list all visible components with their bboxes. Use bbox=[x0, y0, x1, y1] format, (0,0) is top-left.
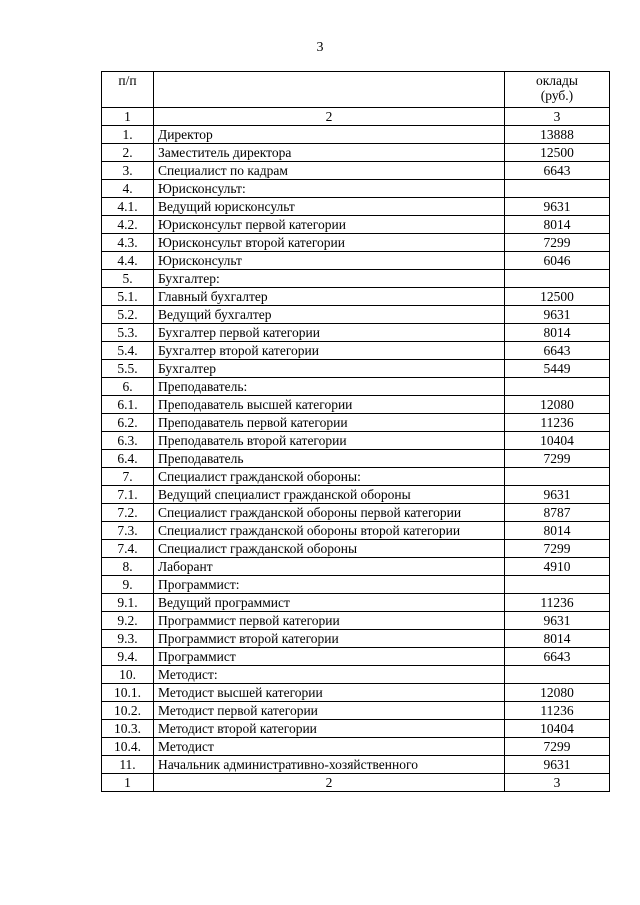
row-name-cell: Специалист гражданской обороны bbox=[154, 540, 505, 558]
row-name-cell: Бухгалтер: bbox=[154, 270, 505, 288]
row-num-cell: 6. bbox=[102, 378, 154, 396]
row-salary-cell: 7299 bbox=[505, 738, 610, 756]
table-row bbox=[102, 468, 610, 486]
row-salary-cell bbox=[505, 576, 610, 594]
row-salary-cell bbox=[505, 270, 610, 288]
row-num-cell: 7.3. bbox=[102, 522, 154, 540]
table-row bbox=[102, 522, 610, 540]
row-salary-cell: 11236 bbox=[505, 414, 610, 432]
table-row bbox=[102, 720, 610, 738]
table-footer-row bbox=[102, 774, 610, 792]
row-salary-cell: 4910 bbox=[505, 558, 610, 576]
row-salary-cell: 8014 bbox=[505, 324, 610, 342]
row-salary-cell: 6643 bbox=[505, 342, 610, 360]
row-num-cell: 10.3. bbox=[102, 720, 154, 738]
row-salary-cell: 9631 bbox=[505, 198, 610, 216]
row-salary-cell: 13888 bbox=[505, 126, 610, 144]
row-salary-cell: 8014 bbox=[505, 216, 610, 234]
row-name-cell: Программист первой категории bbox=[154, 612, 505, 630]
row-name-cell: Специалист гражданской обороны: bbox=[154, 468, 505, 486]
row-name-cell: Юрисконсульт первой категории bbox=[154, 216, 505, 234]
row-num-cell: 10. bbox=[102, 666, 154, 684]
row-salary-cell bbox=[505, 468, 610, 486]
row-salary-cell: 9631 bbox=[505, 756, 610, 774]
row-salary-cell: 8014 bbox=[505, 522, 610, 540]
row-num-cell: 9.1. bbox=[102, 594, 154, 612]
row-salary-cell: 11236 bbox=[505, 702, 610, 720]
row-salary-cell: 11236 bbox=[505, 594, 610, 612]
row-name-cell: Бухгалтер первой категории bbox=[154, 324, 505, 342]
row-num-cell: 6.4. bbox=[102, 450, 154, 468]
row-name-cell: Программист: bbox=[154, 576, 505, 594]
row-name-cell: Методист второй категории bbox=[154, 720, 505, 738]
row-num-cell: 4.3. bbox=[102, 234, 154, 252]
row-num-cell: 5.3. bbox=[102, 324, 154, 342]
row-name-cell: Юрисконсульт: bbox=[154, 180, 505, 198]
row-salary-cell: 12080 bbox=[505, 684, 610, 702]
row-num-cell: 2. bbox=[102, 144, 154, 162]
row-name-cell: Методист первой категории bbox=[154, 702, 505, 720]
row-name-cell: Бухгалтер второй категории bbox=[154, 342, 505, 360]
row-num-cell: 1. bbox=[102, 126, 154, 144]
table-row bbox=[102, 306, 610, 324]
row-name-cell: Бухгалтер bbox=[154, 360, 505, 378]
table-row bbox=[102, 252, 610, 270]
row-num-cell: 4. bbox=[102, 180, 154, 198]
row-name-cell: Методист bbox=[154, 738, 505, 756]
table-row bbox=[102, 558, 610, 576]
row-num-cell: 5.2. bbox=[102, 306, 154, 324]
row-salary-cell: 8014 bbox=[505, 630, 610, 648]
table-row bbox=[102, 630, 610, 648]
header-salary-cell: оклады (руб.) bbox=[505, 72, 610, 108]
row-name-cell: Преподаватель: bbox=[154, 378, 505, 396]
row-name-cell: Юрисконсульт bbox=[154, 252, 505, 270]
row-name-cell: Методист высшей категории bbox=[154, 684, 505, 702]
row-num-cell: 10.1. bbox=[102, 684, 154, 702]
table-row bbox=[102, 666, 610, 684]
row-num-cell: 5. bbox=[102, 270, 154, 288]
row-name-cell: Программист bbox=[154, 648, 505, 666]
row-salary-cell: 10404 bbox=[505, 432, 610, 450]
table-row bbox=[102, 126, 610, 144]
table-row bbox=[102, 540, 610, 558]
table-row bbox=[102, 756, 610, 774]
table-row bbox=[102, 738, 610, 756]
row-name-cell: Программист второй категории bbox=[154, 630, 505, 648]
table-row bbox=[102, 378, 610, 396]
row-salary-cell: 7299 bbox=[505, 540, 610, 558]
row-num-cell: 7.4. bbox=[102, 540, 154, 558]
table-row bbox=[102, 576, 610, 594]
table-row bbox=[102, 486, 610, 504]
row-salary-cell: 12080 bbox=[505, 396, 610, 414]
footer-name-cell: 2 bbox=[154, 774, 505, 792]
row-salary-cell: 12500 bbox=[505, 144, 610, 162]
row-name-cell: Специалист по кадрам bbox=[154, 162, 505, 180]
row-num-cell: 5.5. bbox=[102, 360, 154, 378]
row-name-cell: Преподаватель второй категории bbox=[154, 432, 505, 450]
table-row bbox=[102, 342, 610, 360]
table-row bbox=[102, 216, 610, 234]
row-num-cell: 9. bbox=[102, 576, 154, 594]
table-row bbox=[102, 360, 610, 378]
table-row bbox=[102, 450, 610, 468]
table-row bbox=[102, 144, 610, 162]
table-row bbox=[102, 684, 610, 702]
row-salary-cell: 9631 bbox=[505, 306, 610, 324]
index-salary-cell: 3 bbox=[505, 108, 610, 126]
row-name-cell: Начальник административно-хозяйственного bbox=[154, 756, 505, 774]
row-name-cell: Ведущий специалист гражданской обороны bbox=[154, 486, 505, 504]
row-num-cell: 9.2. bbox=[102, 612, 154, 630]
row-salary-cell: 8787 bbox=[505, 504, 610, 522]
table-row bbox=[102, 702, 610, 720]
row-salary-cell: 7299 bbox=[505, 450, 610, 468]
row-name-cell: Специалист гражданской обороны первой категории bbox=[154, 504, 505, 522]
row-num-cell: 11. bbox=[102, 756, 154, 774]
row-name-cell: Ведущий бухгалтер bbox=[154, 306, 505, 324]
table-row bbox=[102, 324, 610, 342]
row-num-cell: 7.1. bbox=[102, 486, 154, 504]
row-salary-cell bbox=[505, 666, 610, 684]
header-num-cell: п/п bbox=[102, 72, 154, 108]
table-row bbox=[102, 198, 610, 216]
row-salary-cell: 7299 bbox=[505, 234, 610, 252]
row-num-cell: 6.1. bbox=[102, 396, 154, 414]
footer-salary-cell: 3 bbox=[505, 774, 610, 792]
table-row bbox=[102, 396, 610, 414]
row-num-cell: 4.2. bbox=[102, 216, 154, 234]
row-name-cell: Методист: bbox=[154, 666, 505, 684]
row-num-cell: 5.4. bbox=[102, 342, 154, 360]
row-num-cell: 9.4. bbox=[102, 648, 154, 666]
row-num-cell: 6.2. bbox=[102, 414, 154, 432]
table-row bbox=[102, 162, 610, 180]
row-num-cell: 7.2. bbox=[102, 504, 154, 522]
row-num-cell: 3. bbox=[102, 162, 154, 180]
row-salary-cell: 10404 bbox=[505, 720, 610, 738]
index-num-cell: 1 bbox=[102, 108, 154, 126]
row-salary-cell: 6643 bbox=[505, 162, 610, 180]
row-num-cell: 8. bbox=[102, 558, 154, 576]
row-name-cell: Юрисконсульт второй категории bbox=[154, 234, 505, 252]
table-row bbox=[102, 648, 610, 666]
row-name-cell: Заместитель директора bbox=[154, 144, 505, 162]
table-row bbox=[102, 594, 610, 612]
table-row bbox=[102, 612, 610, 630]
row-salary-cell: 5449 bbox=[505, 360, 610, 378]
row-num-cell: 10.2. bbox=[102, 702, 154, 720]
row-salary-cell: 9631 bbox=[505, 486, 610, 504]
row-name-cell: Специалист гражданской обороны второй категории bbox=[154, 522, 505, 540]
row-salary-cell bbox=[505, 378, 610, 396]
row-name-cell: Ведущий юрисконсульт bbox=[154, 198, 505, 216]
table-row bbox=[102, 432, 610, 450]
row-name-cell: Преподаватель первой категории bbox=[154, 414, 505, 432]
row-num-cell: 9.3. bbox=[102, 630, 154, 648]
table-index-row bbox=[102, 108, 610, 126]
row-name-cell: Главный бухгалтер bbox=[154, 288, 505, 306]
row-num-cell: 5.1. bbox=[102, 288, 154, 306]
table-row bbox=[102, 270, 610, 288]
row-name-cell: Преподаватель bbox=[154, 450, 505, 468]
row-salary-cell: 9631 bbox=[505, 612, 610, 630]
row-salary-cell: 6643 bbox=[505, 648, 610, 666]
row-num-cell: 7. bbox=[102, 468, 154, 486]
row-name-cell: Директор bbox=[154, 126, 505, 144]
row-num-cell: 4.4. bbox=[102, 252, 154, 270]
row-num-cell: 4.1. bbox=[102, 198, 154, 216]
table-row bbox=[102, 414, 610, 432]
salary-table bbox=[101, 71, 610, 792]
table-header-row bbox=[102, 72, 610, 108]
footer-num-cell: 1 bbox=[102, 774, 154, 792]
table-row bbox=[102, 504, 610, 522]
index-name-cell: 2 bbox=[154, 108, 505, 126]
row-num-cell: 6.3. bbox=[102, 432, 154, 450]
row-salary-cell: 6046 bbox=[505, 252, 610, 270]
table-row bbox=[102, 234, 610, 252]
row-name-cell: Ведущий программист bbox=[154, 594, 505, 612]
header-name-cell bbox=[154, 72, 505, 108]
row-num-cell: 10.4. bbox=[102, 738, 154, 756]
page-number: 3 bbox=[316, 40, 324, 55]
row-name-cell: Лаборант bbox=[154, 558, 505, 576]
row-salary-cell bbox=[505, 180, 610, 198]
table-row bbox=[102, 180, 610, 198]
row-name-cell: Преподаватель высшей категории bbox=[154, 396, 505, 414]
table-row bbox=[102, 288, 610, 306]
row-salary-cell: 12500 bbox=[505, 288, 610, 306]
